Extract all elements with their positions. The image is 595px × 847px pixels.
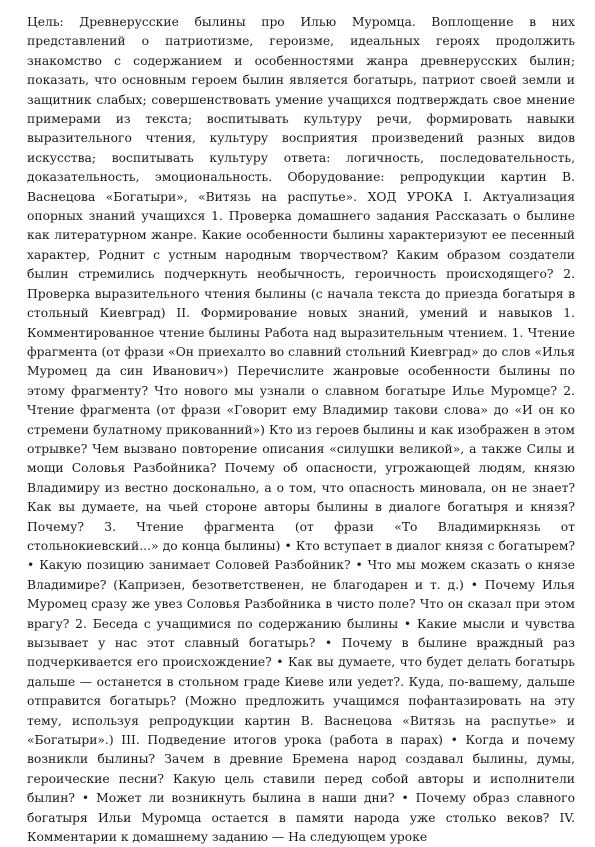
document-page [27, 13, 575, 845]
lesson-plan-text: Цель: Древнерусские былины про Илью Муромца. Воплощение в них представлений о патриотизме, героизме, идеальных героях продолжить знакомство с содержанием и особенностями жанра древнерусских былин; показать, что основным героем былин является богатырь, патриот своей земли и защитник слабых; совершенствовать умение учащихся подтверждать свое мнение примерами из текста; воспитывать культуру речи, формировать навыки выразительного чтения, культуру восприятия произведений разных видов искусства; воспитывать культуру ответа: логичность, последовательность, доказательность, эмоциональность. Оборудование: репродукции картин В. Васнецова «Богатыри», «Витязь на распутье». ХОД УРОКА I. Актуализация опорных знаний учащихся 1. Проверка домашнего задания Рассказать о былине как литературном жанре. Какие особенности былины характеризуют ее песенный характер, Роднит с устным народным творчеством? Каким образом создатели былин стремились подчеркнуть необычность, героичность происходящего? 2. Проверка выразительного чтения былины (с начала текста до приезда богатыря в стольный Киевград) II. Формирование новых знаний, умений и навыков 1. Комментированное чтение былины Работа над выразительным чтением. 1. Чтение фрагмента (от фрази «Он приехалто во славний стольний Киевград» до слов «Илья Муромец да син Иванович») Перечислите жанровые особенности былины по этому фрагменту? Что нового мы узнали о славном богатыре Илье Муромце? 2. Чтение фрагмента (от фрази «Говорит ему Владимир такови слова» до «И он ко стремени булатному прикованний») Кто из героев былины и как изображен в этом отрывке? Чем вызвано повторение описания «силушки великой», а также Силы и мощи Соловья Разбойника? Почему об опасности, угрожающей людям, князю Владимиру из вестно досконально, а о том, что опасность миновала, он не знает? Как вы думаете, на чьей стороне авторы былины в диалоге богатыря и князя? Почему? 3. Чтение фрагмента (от фрази «То Владимиркнязь от стольнокиевский...» до конца былины) • Кто вступает в диалог князя с богатырем? • Какую позицию занимает Соловей Разбойник? • Что мы можем сказать о князе Владимире? (Капризен, безответственен, не благодарен и т. д.) • Почему Илья Муромец сразу же увез Соловья Разбойника в чисто поле? Что он сказал при этом врагу? 2. Беседа с учащимися по содержанию былины • Какие мысли и чувства вызывает у нас этот славный богатырь? • Почему в былине враждный раз подчеркивается его происхождение? • Как вы думаете, что будет делать богатырь дальше — останется в стольном граде Киеве или уедет?. Куда, по-вашему, дальше отправится богатырь? (Можно предложить учащимся пофантазировать на эту тему, используя репродукции картин В. Васнецова «Витязь на распутье» и «Богатыри».) III. Подведение итогов урока (работа в парах) • Когда и почему возникли былины? Зачем в древние Бремена народ создавал былины, думы, героические песни? Какую цель ставили перед собой авторы и исполнители былин? • Может ли возникнуть былина в наши дни? • Почему образ славного богатыря Ильи Муромца остается в памяти народа уже столько веков? IV. Комментарии к домашнему заданию — На следующем уроке [27, 15, 575, 845]
